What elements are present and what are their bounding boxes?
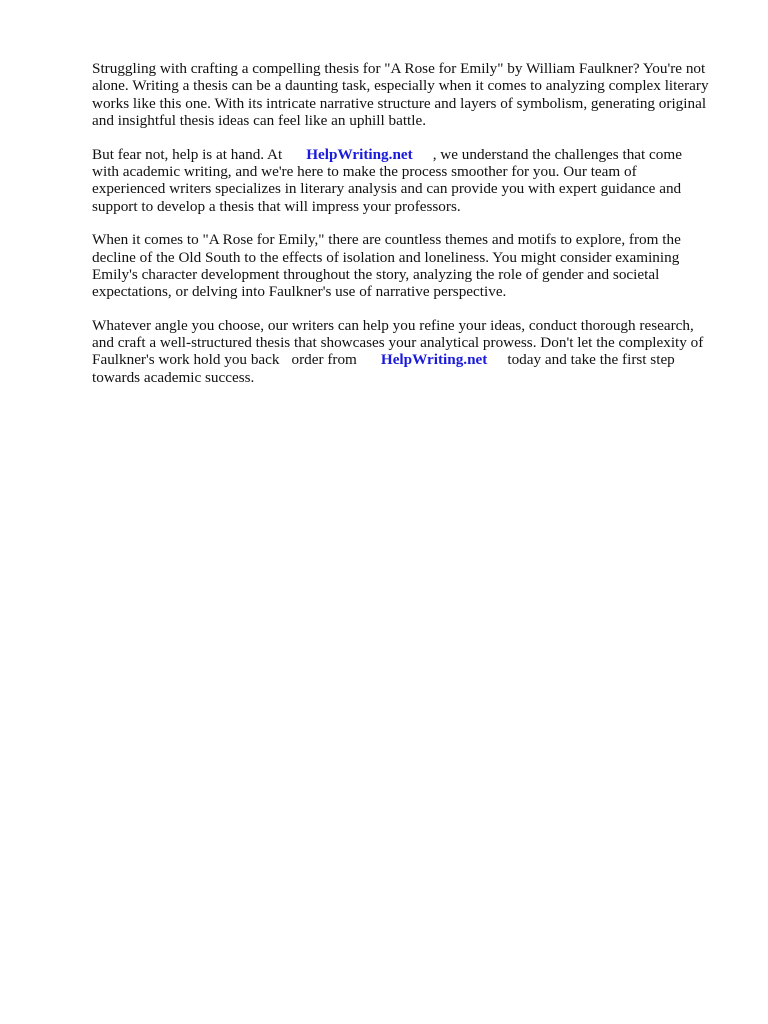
text-segment: today and take the first step bbox=[507, 351, 675, 369]
text-line: with academic writing, and we're here to make the process smoother for you. Our team of bbox=[92, 162, 637, 180]
text-line: towards academic success. bbox=[92, 368, 255, 386]
text-line: Whatever angle you choose, our writers can help you refine your ideas, conduct thorough research, bbox=[92, 316, 694, 334]
text-segment: order from bbox=[291, 351, 357, 369]
paragraph-conclusion bbox=[92, 317, 722, 387]
text-segment: But fear not, help is at hand. At bbox=[92, 145, 283, 163]
text-line: alone. Writing a thesis can be a daunting task, especially when it comes to analyzing complex literary bbox=[92, 77, 709, 95]
paragraph-help bbox=[92, 146, 722, 216]
text-line: When it comes to "A Rose for Emily," there are countless themes and motifs to explore, from the bbox=[92, 231, 681, 249]
text-segment: , we understand the challenges that come bbox=[432, 145, 682, 163]
helpwriting-link[interactable]: HelpWriting.net bbox=[380, 351, 488, 369]
text-line: and craft a well-structured thesis that showcases your analytical prowess. Don't let the complexity of bbox=[92, 334, 704, 352]
text-line: experienced writers specializes in literary analysis and can provide you with expert guidance and bbox=[92, 180, 682, 198]
paragraph-themes bbox=[92, 231, 722, 301]
text-line: Struggling with crafting a compelling thesis for "A Rose for Emily" by William Faulkner? You're not bbox=[92, 60, 706, 77]
text-line-with-link bbox=[92, 351, 722, 368]
text-line: support to develop a thesis that will impress your professors. bbox=[92, 197, 461, 215]
text-line: works like this one. With its intricate narrative structure and layers of symbolism, generating original bbox=[92, 94, 707, 112]
text-line: Emily's character development throughout the story, analyzing the role of gender and societal bbox=[92, 265, 660, 283]
text-line: expectations, or delving into Faulkner's use of narrative perspective. bbox=[92, 283, 507, 301]
text-line-with-link bbox=[92, 146, 722, 163]
text-segment: Faulkner's work hold you back bbox=[92, 351, 280, 369]
text-line: and insightful thesis ideas can feel like an uphill battle. bbox=[92, 112, 427, 130]
text-line: decline of the Old South to the effects of isolation and loneliness. You might consider examining bbox=[92, 248, 680, 266]
helpwriting-link[interactable]: HelpWriting.net bbox=[306, 145, 413, 163]
paragraph-intro bbox=[92, 60, 722, 130]
